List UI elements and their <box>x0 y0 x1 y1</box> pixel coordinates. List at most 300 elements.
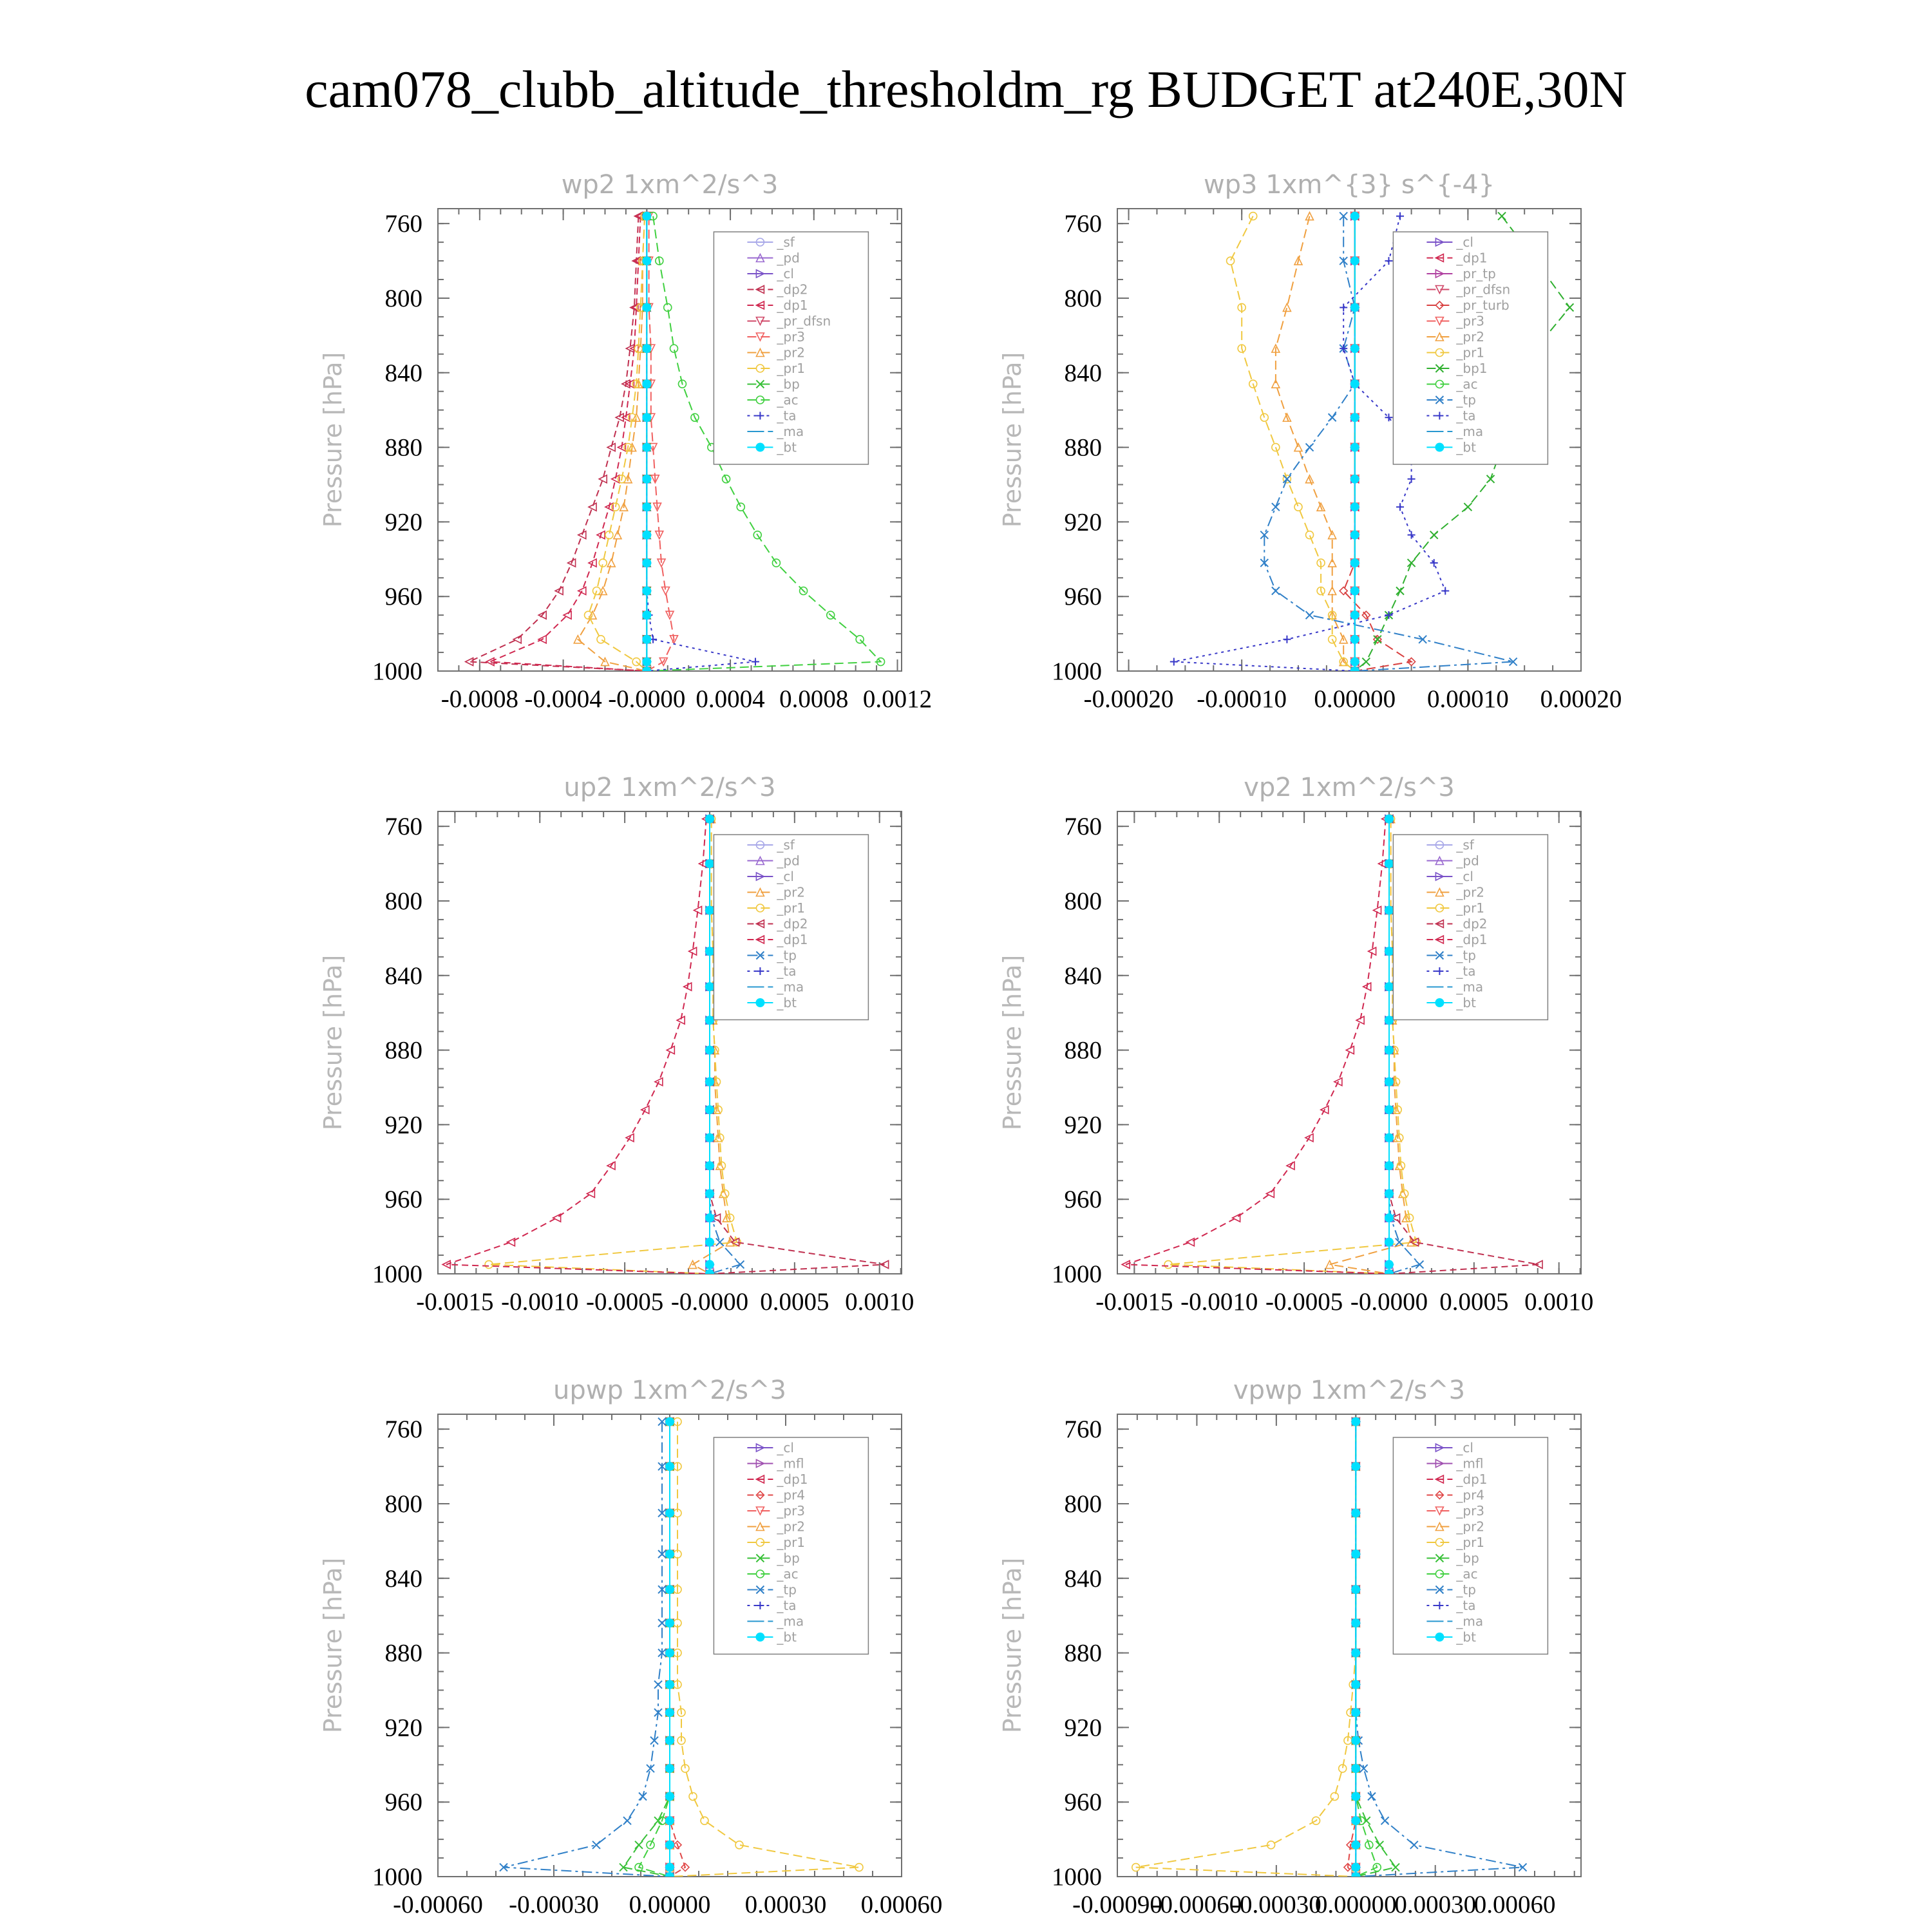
legend-label: _dp2 <box>1456 916 1488 932</box>
legend-label: _pr3 <box>1456 313 1485 329</box>
y-axis-label: Pressure [hPa] <box>998 954 1027 1131</box>
legend-label: _pr_tp <box>1456 266 1496 281</box>
series-line <box>469 216 647 671</box>
y-tick-label: 800 <box>384 1490 422 1518</box>
legend-label: _dp1 <box>1456 250 1488 266</box>
y-axis-label: Pressure [hPa] <box>319 954 347 1131</box>
series-point <box>705 1161 714 1170</box>
legend-label: _dp1 <box>1456 932 1488 947</box>
y-tick-label: 960 <box>1064 1186 1102 1214</box>
x-tick-label: 0.0008 <box>779 685 849 713</box>
series-point <box>705 1016 714 1025</box>
legend-label: _sf <box>777 837 795 853</box>
series-point <box>752 658 759 666</box>
series-point <box>1350 344 1359 353</box>
series-point <box>1306 611 1314 619</box>
series-point <box>705 982 714 991</box>
x-tick-label: -0.00010 <box>1197 685 1287 713</box>
chart-panel <box>319 1376 942 1918</box>
series-point <box>578 531 586 539</box>
series-line <box>623 1422 670 1877</box>
series-line <box>589 216 647 671</box>
y-tick-label: 880 <box>1064 1036 1102 1065</box>
legend-label: _mfl <box>777 1455 804 1472</box>
series-point <box>1350 558 1359 567</box>
legend-label: _dp2 <box>777 281 808 298</box>
legend-marker <box>755 1633 764 1642</box>
legend-label: _pd <box>1456 853 1479 869</box>
y-tick-label: 760 <box>1064 1416 1102 1444</box>
legend-label: _ta <box>777 1598 797 1613</box>
series-point <box>665 1417 674 1426</box>
legend-label: _pr1 <box>1456 900 1485 916</box>
legend-label: _ma <box>1456 979 1484 995</box>
series-point <box>665 1841 674 1850</box>
legend-label: _tp <box>777 1582 797 1598</box>
legend-marker <box>755 998 764 1007</box>
legend <box>1393 1437 1548 1654</box>
series-line <box>1356 1422 1396 1877</box>
series-point <box>1351 1816 1360 1825</box>
y-tick-label: 920 <box>384 1111 422 1139</box>
series-point <box>705 947 714 956</box>
series-point <box>1350 303 1359 312</box>
legend-label: _pr1 <box>777 361 806 376</box>
series-point <box>1374 636 1381 643</box>
y-tick-label: 840 <box>384 961 422 990</box>
series-point <box>1396 587 1404 595</box>
series-point <box>1487 475 1495 483</box>
legend-label: _bp <box>777 376 800 392</box>
series-point <box>665 1549 674 1558</box>
y-tick-label: 840 <box>384 1564 422 1593</box>
y-tick-label: 880 <box>384 433 422 462</box>
series-point <box>1350 611 1359 620</box>
legend-label: _bp1 <box>1456 361 1488 376</box>
legend-label: _ta <box>1456 963 1476 979</box>
series-point <box>592 1841 600 1849</box>
legend-label: _cl <box>777 266 794 281</box>
series-point <box>1351 1872 1360 1881</box>
legend-marker <box>1435 998 1444 1007</box>
series-point <box>1351 1462 1360 1471</box>
series-point <box>642 475 651 484</box>
series-point <box>642 379 651 388</box>
series-line <box>446 819 710 1274</box>
series-point <box>1227 257 1235 265</box>
legend-label: _pr_dfsn <box>1456 281 1511 298</box>
series-point <box>1416 1261 1423 1269</box>
series-point <box>705 1260 714 1269</box>
chart-title: wp2 1xm^2/s^3 <box>561 170 779 200</box>
legend-label: _bt <box>1456 995 1476 1010</box>
series-point <box>665 1618 674 1627</box>
legend-label: _pr3 <box>777 329 806 345</box>
series-point <box>1385 1238 1394 1247</box>
series-line <box>1136 1422 1356 1877</box>
legend-label: _bt <box>1456 1629 1476 1645</box>
legend-label: _pd <box>777 250 800 266</box>
chart-title: vpwp 1xm^2/s^3 <box>1233 1376 1466 1405</box>
x-tick-label: 0.0012 <box>862 685 933 713</box>
chart-panel <box>998 170 1622 713</box>
x-tick-label: -0.00020 <box>1083 685 1174 713</box>
series-point <box>642 443 651 452</box>
x-tick-label: 0.00030 <box>1394 1891 1477 1918</box>
series-point <box>1385 1161 1394 1170</box>
series-point <box>642 502 651 511</box>
series-point <box>665 1872 674 1881</box>
chart-panel <box>319 170 932 713</box>
y-tick-label: 1000 <box>372 1863 422 1891</box>
y-axis-label: Pressure [hPa] <box>319 352 347 528</box>
series-point <box>1350 667 1359 676</box>
y-tick-label: 960 <box>384 1186 422 1214</box>
series-point <box>665 1764 674 1773</box>
y-axis-label: Pressure [hPa] <box>998 352 1027 528</box>
x-tick-label: -0.0008 <box>440 685 518 713</box>
series-point <box>1272 503 1280 511</box>
legend-label: _ma <box>1456 1613 1484 1629</box>
legend-label: _cl <box>777 869 794 884</box>
legend <box>714 232 868 464</box>
series-point <box>1392 1864 1399 1871</box>
series-point <box>667 1046 674 1054</box>
legend-label: _pr3 <box>1456 1503 1485 1519</box>
legend-label: _tp <box>1456 1582 1476 1598</box>
series-point <box>1368 1793 1376 1801</box>
legend-label: _pr2 <box>1456 1519 1485 1535</box>
legend-label: _pr4 <box>777 1487 806 1503</box>
y-tick-label: 920 <box>1064 508 1102 536</box>
series-point <box>1441 587 1449 595</box>
y-tick-label: 1000 <box>372 658 422 685</box>
legend-label: _pr1 <box>1456 1535 1485 1550</box>
series-point <box>665 1736 674 1745</box>
series-point <box>1350 475 1359 484</box>
legend-label: _ta <box>1456 408 1476 424</box>
y-tick-label: 880 <box>1064 433 1102 462</box>
legend-label: _bt <box>777 439 797 455</box>
series-point <box>1306 531 1314 539</box>
legend-label: _pr3 <box>777 1503 806 1519</box>
legend-label: _mfl <box>1456 1455 1484 1472</box>
legend-label: _dp2 <box>777 916 808 932</box>
legend-label: _ma <box>777 1613 804 1629</box>
series-point <box>597 636 605 643</box>
x-tick-label: -0.0015 <box>416 1288 494 1316</box>
series-point <box>1283 475 1291 483</box>
series-point <box>737 503 744 511</box>
legend <box>714 1437 868 1654</box>
legend-marker <box>1435 1633 1444 1642</box>
series-point <box>716 1238 724 1246</box>
series-point <box>1408 475 1416 483</box>
x-tick-label: -0.00060 <box>393 1891 483 1918</box>
y-axis-label: Pressure [hPa] <box>998 1557 1027 1734</box>
series-point <box>1351 1863 1360 1872</box>
series-point <box>658 1619 666 1627</box>
chart-panel <box>998 1376 1581 1918</box>
x-tick-label: 0.00060 <box>1473 1891 1556 1918</box>
series-point <box>1351 1417 1360 1426</box>
series-point <box>1351 1841 1360 1850</box>
series-point <box>736 1261 744 1269</box>
series-point <box>1351 1649 1360 1658</box>
chart-panel <box>998 773 1593 1316</box>
series-point <box>1408 531 1416 539</box>
series-point <box>1566 303 1573 311</box>
legend-label: _ac <box>777 392 799 408</box>
x-tick-label: 0.00000 <box>1314 1891 1397 1918</box>
series-point <box>1351 1618 1360 1627</box>
series-line <box>1126 819 1389 1274</box>
series-point <box>1249 213 1257 220</box>
y-tick-label: 920 <box>384 508 422 536</box>
legend-label: _tp <box>777 947 797 963</box>
series-point <box>1408 559 1416 567</box>
series-point <box>705 1269 714 1278</box>
series-point <box>486 658 494 666</box>
series-point <box>1385 1105 1394 1114</box>
x-tick-label: 0.00000 <box>1314 685 1396 713</box>
legend-label: _ac <box>1456 1566 1478 1582</box>
series-point <box>665 1863 674 1872</box>
chart-title: upwp 1xm^2/s^3 <box>553 1376 786 1405</box>
series-point <box>1346 1046 1354 1054</box>
y-tick-label: 800 <box>384 284 422 312</box>
legend-label: _bp <box>777 1550 800 1566</box>
chart-panel <box>319 773 914 1316</box>
series-point <box>642 344 651 353</box>
x-tick-label: -0.0000 <box>1350 1288 1428 1316</box>
series-point <box>642 256 651 265</box>
y-tick-label: 800 <box>1064 284 1102 312</box>
legend-label: _pr1 <box>777 900 806 916</box>
x-tick-label: 0.00020 <box>1540 685 1622 713</box>
series-line <box>490 216 647 671</box>
series-point <box>642 212 651 221</box>
legend-label: _sf <box>1456 837 1474 853</box>
y-tick-label: 880 <box>384 1639 422 1667</box>
chart-title: wp3 1xm^{3} s^{-4} <box>1203 170 1495 200</box>
series-point <box>1329 413 1336 421</box>
series-point <box>1350 212 1359 221</box>
series-point <box>1350 658 1359 667</box>
series-point <box>705 859 714 868</box>
legend-label: _ma <box>777 424 804 439</box>
series-point <box>1306 213 1314 220</box>
legend-label: _ta <box>777 963 797 979</box>
series-point <box>701 1817 708 1824</box>
series-point <box>665 1462 674 1471</box>
series-point <box>1350 256 1359 265</box>
legend-label: _bp <box>1456 1550 1479 1566</box>
series-point <box>607 444 615 451</box>
legend-label: _ma <box>1456 424 1484 439</box>
y-tick-label: 800 <box>384 887 422 915</box>
legend-label: _pr2 <box>777 345 806 361</box>
series-point <box>1350 443 1359 452</box>
series-point <box>1385 1077 1394 1086</box>
y-tick-label: 920 <box>1064 1111 1102 1139</box>
series-point <box>1351 1736 1360 1745</box>
series-line <box>1168 819 1416 1274</box>
y-tick-label: 880 <box>384 1036 422 1065</box>
series-point <box>1351 1585 1360 1594</box>
series-point <box>1351 1792 1360 1801</box>
legend-label: _pr1 <box>777 1535 806 1550</box>
series-point <box>1385 815 1394 824</box>
series-line <box>504 1422 670 1877</box>
series-point <box>1350 379 1359 388</box>
series-point <box>642 658 651 667</box>
series-point <box>642 413 651 422</box>
y-tick-label: 760 <box>384 210 422 238</box>
legend-label: _pr2 <box>1456 884 1485 900</box>
y-tick-label: 840 <box>1064 961 1102 990</box>
y-tick-label: 760 <box>1064 210 1102 238</box>
legend <box>714 835 868 1020</box>
x-tick-label: -0.0005 <box>585 1288 664 1316</box>
y-tick-label: 800 <box>1064 1490 1102 1518</box>
legend-label: _bt <box>1456 439 1476 455</box>
series-point <box>1385 1133 1394 1142</box>
series-point <box>665 1816 674 1825</box>
series-point <box>1430 531 1438 539</box>
legend-label: _cl <box>1456 869 1473 884</box>
series-point <box>1306 444 1314 451</box>
series-point <box>705 815 714 824</box>
series-point <box>1170 658 1178 666</box>
y-tick-label: 800 <box>1064 887 1102 915</box>
page-title: cam078_clubb_altitude_thresholdm_rg BUDGET at240E,30N <box>305 60 1627 118</box>
series-point <box>642 531 651 540</box>
series-point <box>623 1817 631 1824</box>
x-tick-label: -0.0000 <box>670 1288 749 1316</box>
legend-label: _pr2 <box>1456 329 1485 345</box>
series-point <box>1385 1213 1394 1222</box>
y-tick-label: 840 <box>1064 359 1102 387</box>
y-tick-label: 840 <box>1064 1564 1102 1593</box>
series-point <box>1283 303 1291 311</box>
legend-label: _dp1 <box>777 1472 808 1487</box>
series-point <box>589 503 596 511</box>
chart-title: vp2 1xm^2/s^3 <box>1244 773 1455 802</box>
legend-label: _ac <box>777 1566 799 1582</box>
legend <box>1393 232 1548 464</box>
series-point <box>1350 587 1359 596</box>
x-tick-label: -0.00030 <box>509 1891 599 1918</box>
legend-label: _cl <box>1456 234 1473 250</box>
series-point <box>665 1792 674 1801</box>
y-tick-label: 880 <box>1064 1639 1102 1667</box>
series-point <box>1351 1549 1360 1558</box>
series-line <box>489 819 737 1274</box>
panel-grid <box>319 170 1622 1918</box>
series-point <box>705 905 714 914</box>
legend-label: _pr1 <box>1456 345 1485 361</box>
x-tick-label: 0.0005 <box>760 1288 829 1316</box>
legend-label: _cl <box>1456 1440 1473 1455</box>
series-point <box>642 558 651 567</box>
x-tick-label: 0.00010 <box>1427 685 1509 713</box>
legend-label: _dp1 <box>1456 1472 1488 1487</box>
legend-label: _tp <box>1456 392 1476 408</box>
series-point <box>705 1189 714 1198</box>
legend-label: _pd <box>777 853 800 869</box>
series-point <box>665 1649 674 1658</box>
y-tick-label: 1000 <box>1052 1260 1102 1288</box>
y-tick-label: 760 <box>1064 813 1102 841</box>
series-point <box>1340 303 1347 311</box>
series-point <box>705 1133 714 1142</box>
series-point <box>635 1841 643 1849</box>
series-point <box>1385 1189 1394 1198</box>
series-point <box>1385 1046 1394 1055</box>
series-point <box>665 1680 674 1689</box>
x-tick-label: 0.0010 <box>1524 1288 1594 1316</box>
series-point <box>1385 982 1394 991</box>
series-point <box>1331 1793 1338 1801</box>
series-point <box>599 475 607 483</box>
series-point <box>705 1105 714 1114</box>
series-point <box>705 1238 714 1247</box>
y-tick-label: 1000 <box>372 1260 422 1288</box>
series-point <box>1350 635 1359 644</box>
series-point <box>1385 947 1394 956</box>
series-point <box>1351 1680 1360 1689</box>
series-point <box>1385 1260 1394 1269</box>
series-point <box>1381 1817 1389 1824</box>
series-point <box>642 611 651 620</box>
y-tick-label: 920 <box>1064 1714 1102 1742</box>
y-axis-label: Pressure [hPa] <box>319 1557 347 1734</box>
series-point <box>1272 587 1280 595</box>
legend <box>1393 835 1548 1020</box>
series-point <box>1385 1016 1394 1025</box>
x-tick-label: 0.0005 <box>1439 1288 1509 1316</box>
legend-label: _ac <box>1456 376 1478 392</box>
series-point <box>1385 1269 1394 1278</box>
y-tick-label: 1000 <box>1052 1863 1102 1891</box>
series-point <box>1350 531 1359 540</box>
series-point <box>1410 1841 1418 1849</box>
series-point <box>705 1046 714 1055</box>
series-point <box>1186 1238 1194 1246</box>
x-tick-label: -0.0004 <box>524 685 602 713</box>
x-tick-label: 0.0010 <box>845 1288 914 1316</box>
legend-label: _sf <box>777 234 795 250</box>
y-tick-label: 960 <box>384 1788 422 1817</box>
y-tick-label: 960 <box>1064 1788 1102 1817</box>
series-point <box>1385 257 1392 265</box>
x-tick-label: -0.00030 <box>1231 1891 1321 1918</box>
series-point <box>689 1793 697 1801</box>
x-tick-label: -0.0000 <box>608 685 686 713</box>
y-tick-label: 960 <box>1064 583 1102 611</box>
legend-label: _pr_turb <box>1456 298 1510 313</box>
x-tick-label: 0.00030 <box>744 1891 827 1918</box>
y-tick-label: 760 <box>384 1416 422 1444</box>
series-point <box>1376 1841 1383 1849</box>
series-point <box>654 1681 662 1689</box>
series-point <box>1351 1764 1360 1773</box>
y-tick-label: 840 <box>384 359 422 387</box>
series-point <box>705 1213 714 1222</box>
legend-marker <box>1435 443 1444 452</box>
series-point <box>1385 905 1394 914</box>
